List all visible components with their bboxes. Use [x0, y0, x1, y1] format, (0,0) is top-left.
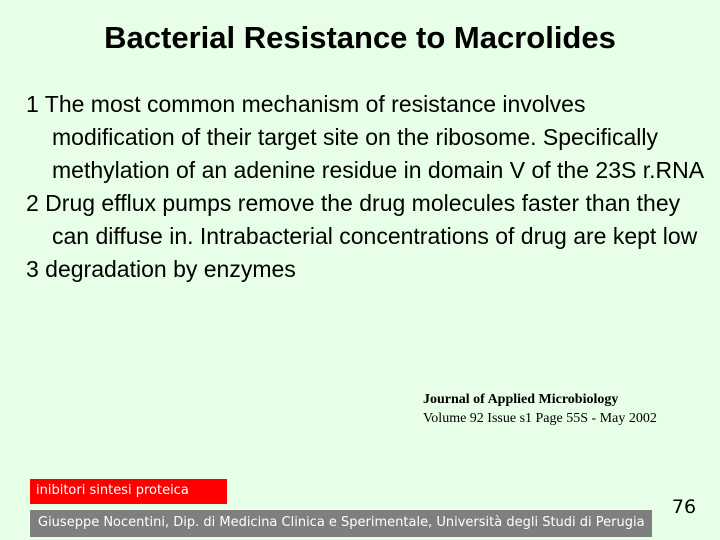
list-item-2: 2 Drug efflux pumps remove the drug molecules faster than they can diffuse in. Intrabacterial concentrations of drug are kept low — [26, 190, 698, 249]
bullet-list — [26, 88, 706, 286]
page-number: 76 — [671, 496, 697, 518]
list-item-1: 1 The most common mechanism of resistance involves modification of their target site on the ribosome. Specifically methylation of an adenine residue in domain V of the 23S r.RNA — [26, 91, 705, 183]
section-tag: inibitori sintesi proteica — [30, 479, 227, 504]
slide-title: Bacterial Resistance to Macrolides — [104, 20, 616, 55]
citation-details: Volume 92 Issue s1 Page 55S - May 2002 — [423, 411, 657, 426]
list-item-3: 3 degradation by enzymes — [26, 256, 296, 282]
footer-bar: Giuseppe Nocentini, Dip. di Medicina Clinica e Sperimentale, Università degli Studi di Perugia — [30, 510, 652, 537]
citation-journal: Journal of Applied Microbiology — [423, 392, 619, 407]
citation — [423, 390, 657, 428]
